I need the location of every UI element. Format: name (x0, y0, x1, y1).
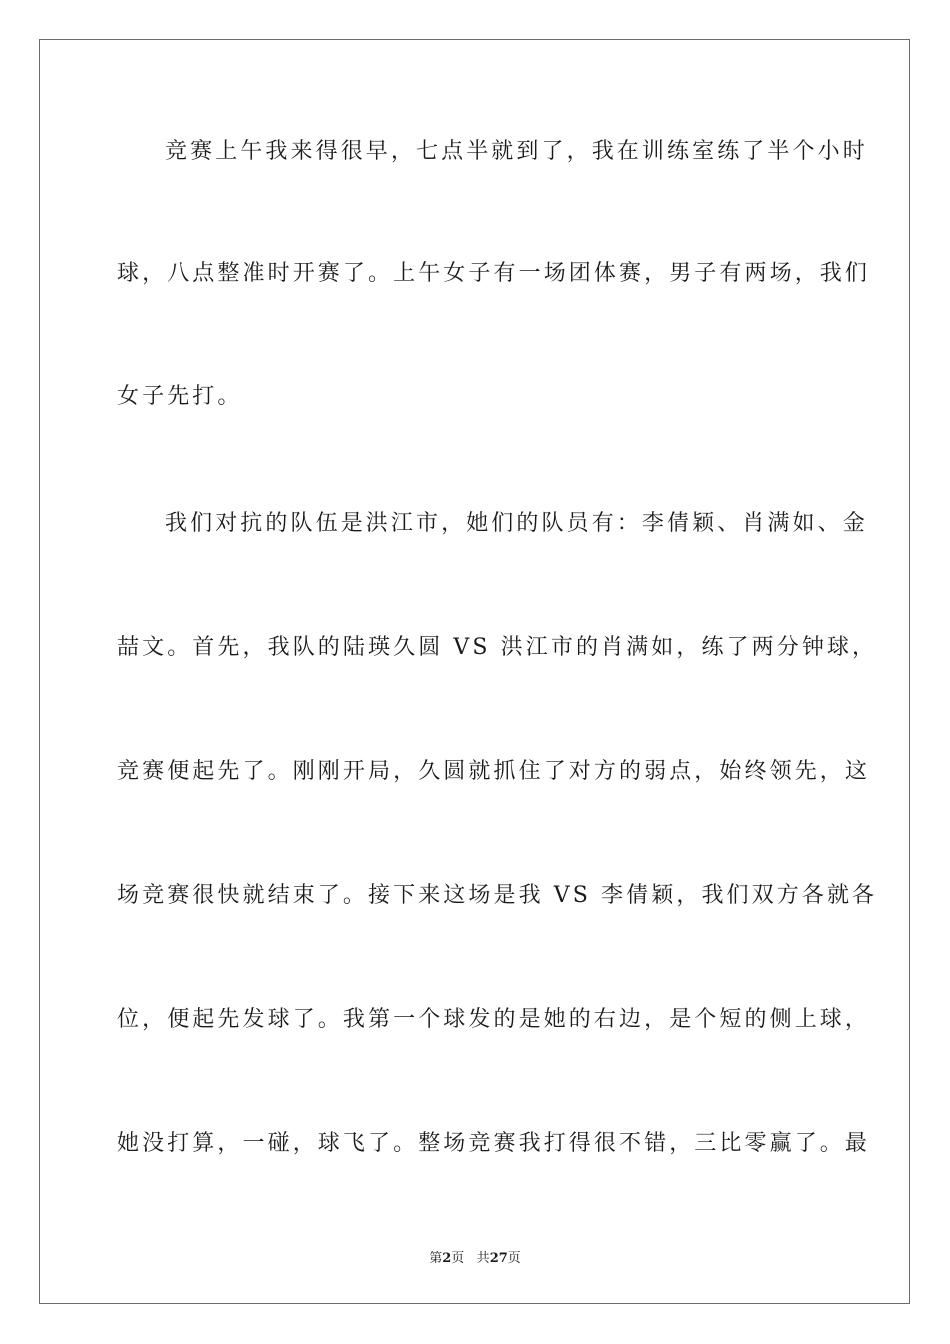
text-line: 竞赛上午我来得很早，七点半就到了，我在训练室练了半个小时 (165, 139, 868, 164)
footer-prefix: 第 (429, 1251, 443, 1266)
text-line: 喆文。首先，我队的陆瑛久圆 VS 洪江市的肖满如，练了两分钟球， (117, 635, 878, 660)
text-line: 球，八点整准时开赛了。上午女子有一场团体赛，男子有两场，我们 (117, 261, 871, 286)
text-line: 位，便起先发球了。我第一个球发的是她的右边，是个短的侧上球， (117, 1007, 871, 1032)
text-line: 场竞赛很快就结束了。接下来这场是我 VS 李倩颖，我们双方各就各 (117, 883, 878, 908)
current-page-number: 2 (442, 1251, 452, 1266)
total-page-count: 27 (489, 1251, 508, 1266)
text-line: 女子先打。 (117, 384, 243, 409)
text-line: 她没打算，一碰，球飞了。整场竞赛我打得很不错，三比零赢了。最 (117, 1131, 871, 1156)
footer-total-unit: 页 (507, 1251, 521, 1266)
page-footer (0, 1247, 950, 1266)
page-border (39, 39, 910, 1304)
footer-total-prefix: 共 (476, 1251, 490, 1266)
text-line: 竞赛便起先了。刚刚开局，久圆就抓住了对方的弱点，始终领先，这 (117, 759, 871, 784)
footer-page-unit: 页 (451, 1251, 465, 1266)
text-line: 我们对抗的队伍是洪江市，她们的队员有：李倩颖、肖满如、金 (165, 511, 868, 536)
